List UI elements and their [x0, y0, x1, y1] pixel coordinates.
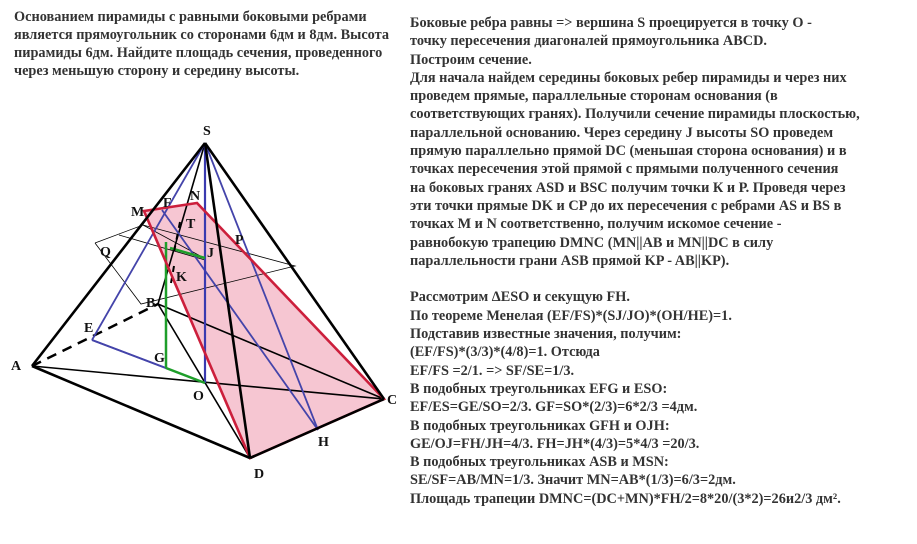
solution-line: равнобокую трапецию DMNC (MN||AB и MN||DC в силу — [410, 234, 774, 251]
solution-line: точках пересечения этой прямой с прямыми полученного сечения — [410, 161, 839, 178]
solution-line: В подобных треугольниках ASB и MSN: — [410, 454, 669, 471]
pyramid-figure — [0, 0, 400, 544]
solution-line: По теореме Менелая (EF/FS)*(SJ/JO)*(OH/HE)=1. — [410, 307, 732, 324]
label-H: H — [318, 435, 329, 450]
label-A: A — [11, 359, 22, 374]
solution-line: Построим сечение. — [410, 51, 532, 68]
solution-line: соответствующих гранях). Получили сечение пирамиды плоскостью, — [410, 106, 860, 123]
solution-line: EF/ES=GE/SO=2/3. GF=SO*(2/3)=6*2/3 =4дм. — [410, 399, 698, 416]
label-E: E — [84, 321, 94, 336]
label-B: B — [146, 296, 156, 311]
label-D: D — [254, 467, 265, 482]
solution-line: Площадь трапеции DMNC=(DC+MN)*FH/2=8*20/(3*2)=26и2/3 дм². — [410, 490, 841, 507]
solution-line: (EF/FS)*(3/3)*(4/8)=1. Отсюда — [410, 344, 600, 361]
label-S: S — [203, 124, 211, 139]
solution-line — [410, 270, 915, 288]
label-N: N — [190, 189, 201, 204]
solution-line: SE/SF=AB/MN=1/3. Значит MN=AB*(1/3)=6/3=2дм. — [410, 472, 736, 489]
solution-line: эти точки прямые DK и CP до их пересечения с ребрами AS и BS в — [410, 197, 842, 214]
solution-line: В подобных треугольниках GFH и OJH: — [410, 417, 670, 434]
solution-line: GE/OJ=FH/JH=4/3. FH=JH*(4/3)=5*4/3 =20/3. — [410, 435, 700, 452]
solution-line: EF/FS =2/1. => SF/SE=1/3. — [410, 362, 575, 379]
solution-line: Боковые ребра равны => вершина S проецируется в точку O - — [410, 15, 812, 31]
solution-line: проведем прямые, параллельные сторонам основания (в — [410, 88, 778, 105]
label-M: M — [131, 205, 145, 220]
solution-line: Для начала найдем середины боковых ребер пирамиды и через них — [410, 69, 847, 86]
label-P: P — [235, 233, 244, 248]
solution-line: Подставив известные значения, получим: — [410, 326, 682, 343]
solution-line: точку пересечения диагоналей прямоугольника ABCD. — [410, 33, 767, 50]
label-T: T — [186, 217, 196, 232]
label-G: G — [154, 351, 165, 366]
solution-line: прямую параллельно прямой DC (меньшая сторона основания) и в — [410, 143, 847, 160]
label-K: K — [176, 270, 187, 285]
label-Q: Q — [100, 245, 111, 260]
solution-line: параллельной основанию. Через середину J высоты SO проведем — [410, 124, 834, 141]
solution-line: точках M и N соответственно, получим искомое сечение - — [410, 216, 782, 233]
label-J: J — [207, 246, 214, 261]
section-fill — [144, 203, 384, 458]
solution-line: Рассмотрим ΔESO и секущую FH. — [410, 289, 630, 306]
label-C: C — [387, 393, 398, 408]
solution-line: В подобных треугольниках EFG и ESO: — [410, 380, 668, 397]
solution-text — [410, 14, 915, 508]
problem-statement: Основанием пирамиды с равными боковыми ребрами является прямоугольник со сторонами 6дм и 8дм. Высота пирамиды 6дм. Найдите площадь сечения, проведенного через меньшую сторону и середину высоты. — [14, 9, 389, 79]
label-F: F — [163, 196, 172, 211]
solution-line: на боковых гранях ASD и BSC получим точки К и Р. Проведя через — [410, 179, 846, 196]
solution-line: параллельности грани ASB прямой KP - AB||KP). — [410, 252, 730, 269]
label-O: O — [193, 389, 204, 404]
